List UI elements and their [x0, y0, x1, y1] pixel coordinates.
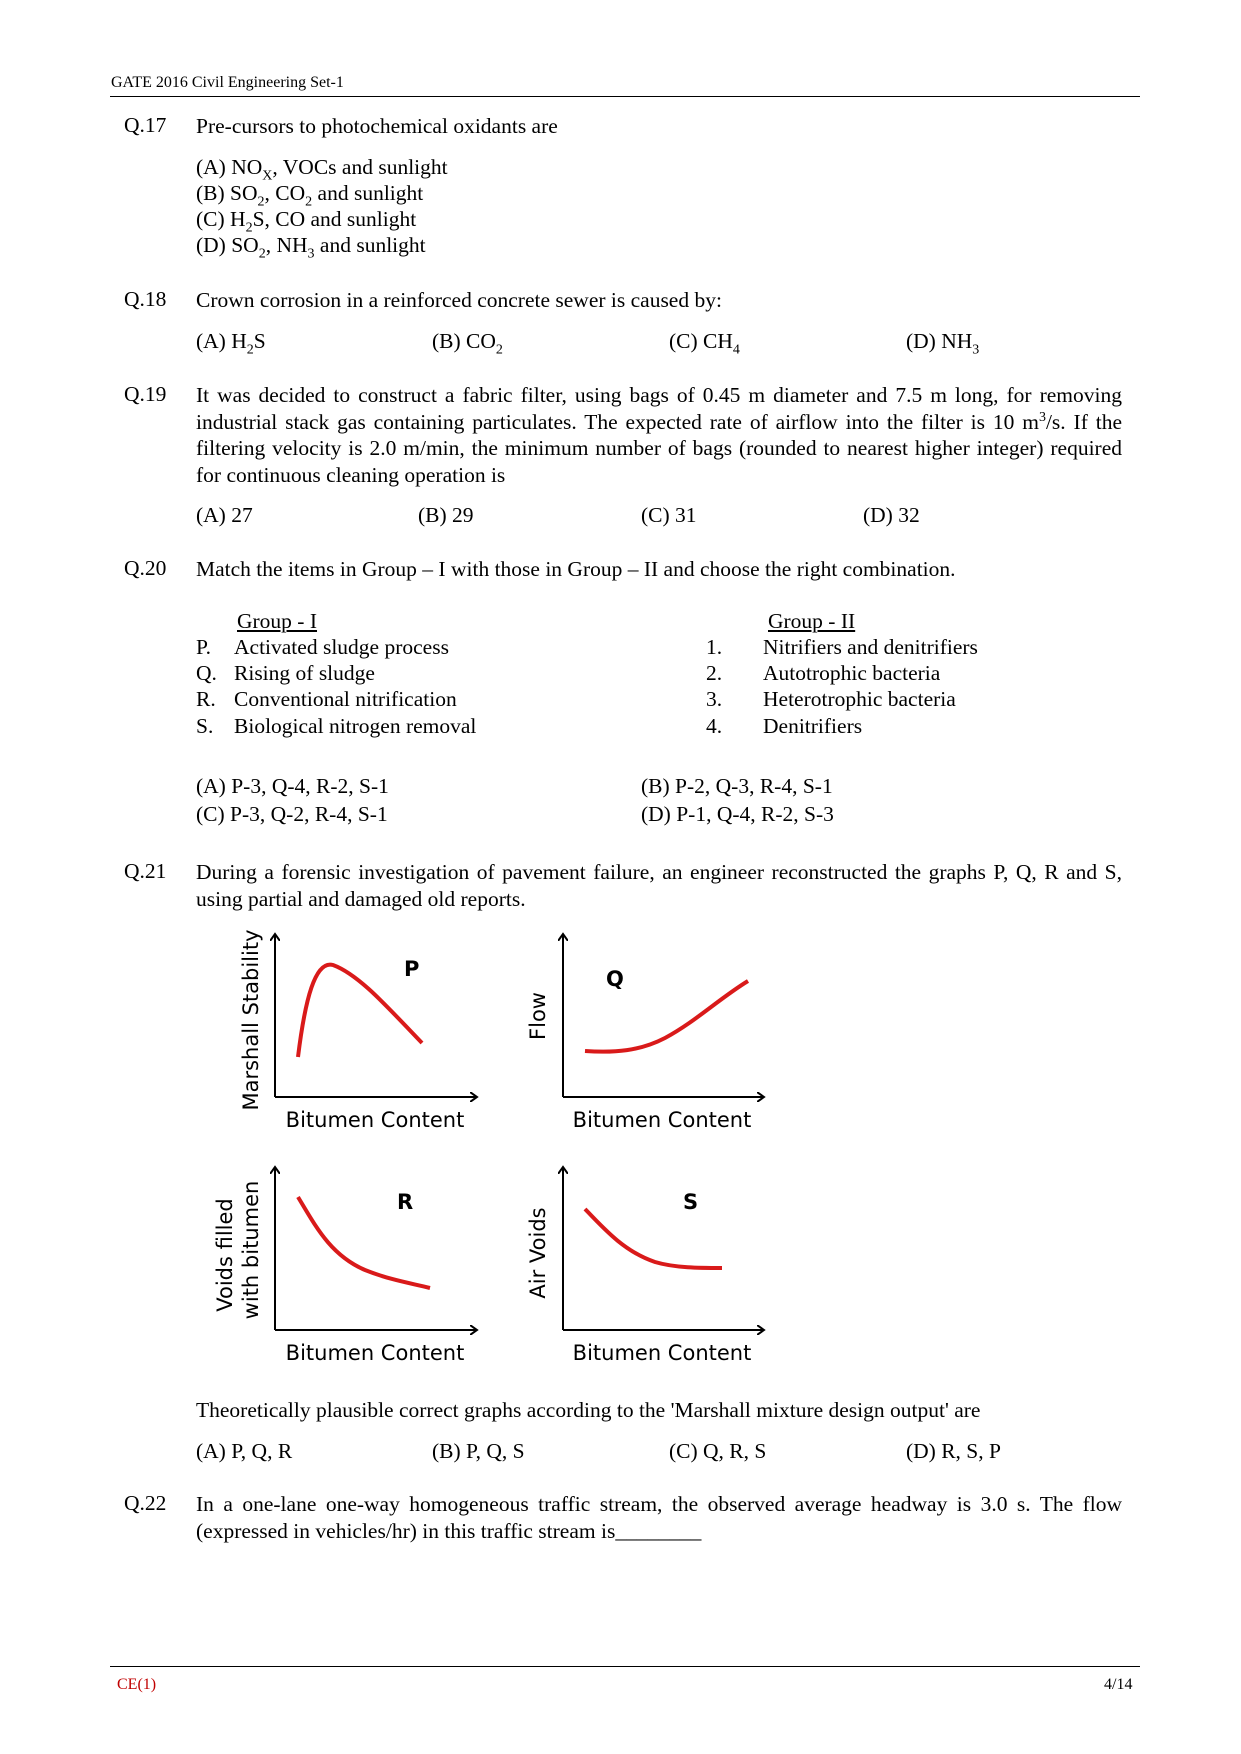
group-2-item: Denitrifiers: [763, 714, 863, 738]
group-1-item: Activated sludge process: [234, 635, 449, 659]
graph-q: [526, 935, 763, 1132]
group-2-key: 4.: [706, 714, 723, 738]
graph-q-ylabel: Flow: [526, 992, 550, 1040]
option-c: (C) Q, R, S: [669, 1439, 767, 1463]
option-c: (C) $CH_4$: [669, 329, 740, 358]
graph-p: [239, 929, 476, 1132]
question-number: Q.22: [124, 1491, 167, 1515]
option-b: (B) $CO_2$: [432, 329, 503, 358]
question-number: Q.21: [124, 859, 167, 883]
group-1-key: Q.: [196, 661, 217, 685]
group-2-item: Nitrifiers and denitrifiers: [763, 635, 978, 659]
question-text: During a forensic investigation of pavement failure, an engineer reconstructed the graphs P, Q, R and S, using partial and damaged old reports.: [196, 860, 1122, 911]
option-d: (D) P-1, Q-4, R-2, S-3: [641, 802, 834, 826]
graph-s-letter: S: [683, 1190, 699, 1214]
footer-page-number: 4/14: [1104, 1676, 1133, 1693]
question-text: Pre-cursors to photochemical oxidants are: [196, 114, 558, 138]
page-header-title: GATE 2016 Civil Engineering Set-1: [111, 74, 344, 91]
header-rule: [110, 96, 1140, 97]
graph-s: [526, 1168, 763, 1365]
question-text: In a one-lane one-way homogeneous traffic stream, the observed average headway is 3.0 s. The flow (expressed in vehicles/hr) in this traffic stream is________: [196, 1492, 1122, 1543]
graph-r-ylabel-line-2: with bitumen: [239, 1180, 263, 1320]
group-2-key: 1.: [706, 635, 723, 659]
group-1-item: Biological nitrogen removal: [234, 714, 477, 738]
option-a: (A) $H_2S$: [196, 329, 266, 358]
option-b: (B) P, Q, S: [432, 1439, 525, 1463]
group-2-item: Heterotrophic bacteria: [763, 687, 956, 711]
option-d: (D) $SO_2$, $NH_3$ and sunlight: [196, 233, 426, 262]
graph-r-xlabel: Bitumen Content: [285, 1341, 465, 1365]
question-stem: Theoretically plausible correct graphs according to the 'Marshall mixture design output' are: [196, 1398, 981, 1422]
graph-s-curve: [585, 1209, 722, 1268]
option-a: (A) P-3, Q-4, R-2, S-1: [196, 774, 389, 798]
group-1-item: Rising of sludge: [234, 661, 375, 685]
graph-r-letter: R: [397, 1190, 414, 1214]
option-b: (B) 29: [418, 503, 474, 527]
footer-rule: [110, 1666, 1140, 1667]
graph-q-curve: [585, 981, 748, 1052]
graph-q-xlabel: Bitumen Content: [572, 1108, 752, 1132]
group-1-key: S.: [196, 714, 214, 738]
question-number: Q.19: [124, 382, 167, 406]
graph-s-ylabel: Air Voids: [526, 1207, 550, 1299]
group-1-item: Conventional nitrification: [234, 687, 457, 711]
group-2-key: 2.: [706, 661, 723, 685]
graph-q-letter: Q: [606, 967, 624, 991]
graph-r-ylabel-line-1: Voids filled: [213, 1198, 237, 1312]
group-2-item: Autotrophic bacteria: [763, 661, 941, 685]
question-number: Q.20: [124, 556, 167, 580]
option-c: (C) $H_2S$, CO and sunlight: [196, 207, 417, 236]
option-a: (A) 27: [196, 503, 253, 527]
option-a: (A) P, Q, R: [196, 1439, 293, 1463]
question-text: It was decided to construct a fabric filter, using bags of 0.45 m diameter and 7.5 m long, for removing industrial stack gas containing particulates. The expected rate of airflow into the filter is 10 $m^3/s$. If the filtering velocity is 2.0 m/min, the minimum number of bags (rounded to nearest higher integer) required for continuous cleaning operation is: [196, 383, 1122, 487]
graph-r: [213, 1168, 476, 1365]
graph-s-xlabel: Bitumen Content: [572, 1341, 752, 1365]
group-2-title: Group - II: [768, 609, 856, 633]
option-a: (A) $NO_X$, VOCs and sunlight: [196, 155, 448, 184]
option-d: (D) R, S, P: [906, 1439, 1001, 1463]
question-number: Q.17: [124, 113, 167, 137]
option-c: (C) P-3, Q-2, R-4, S-1: [196, 802, 388, 826]
option-b: (B) $SO_2$, $CO_2$ and sunlight: [196, 181, 424, 210]
option-d: (D) 32: [863, 503, 920, 527]
group-2-key: 3.: [706, 687, 723, 711]
group-1-title: Group - I: [237, 609, 318, 633]
group-1-key: R.: [196, 687, 216, 711]
option-c: (C) 31: [641, 503, 697, 527]
graph-p-letter: P: [404, 957, 420, 981]
option-b: (B) P-2, Q-3, R-4, S-1: [641, 774, 833, 798]
question-text: Match the items in Group – I with those in Group – II and choose the right combination.: [196, 557, 956, 581]
question-text: Crown corrosion in a reinforced concrete sewer is caused by:: [196, 288, 722, 312]
graph-p-ylabel: Marshall Stability: [239, 929, 263, 1111]
marshall-graphs-figure: [195, 920, 785, 1370]
footer-paper-code: CE(1): [117, 1676, 157, 1693]
graph-p-xlabel: Bitumen Content: [285, 1108, 465, 1132]
option-d: (D) $NH_3$: [906, 329, 980, 358]
question-number: Q.18: [124, 287, 167, 311]
group-1-key: P.: [196, 635, 211, 659]
